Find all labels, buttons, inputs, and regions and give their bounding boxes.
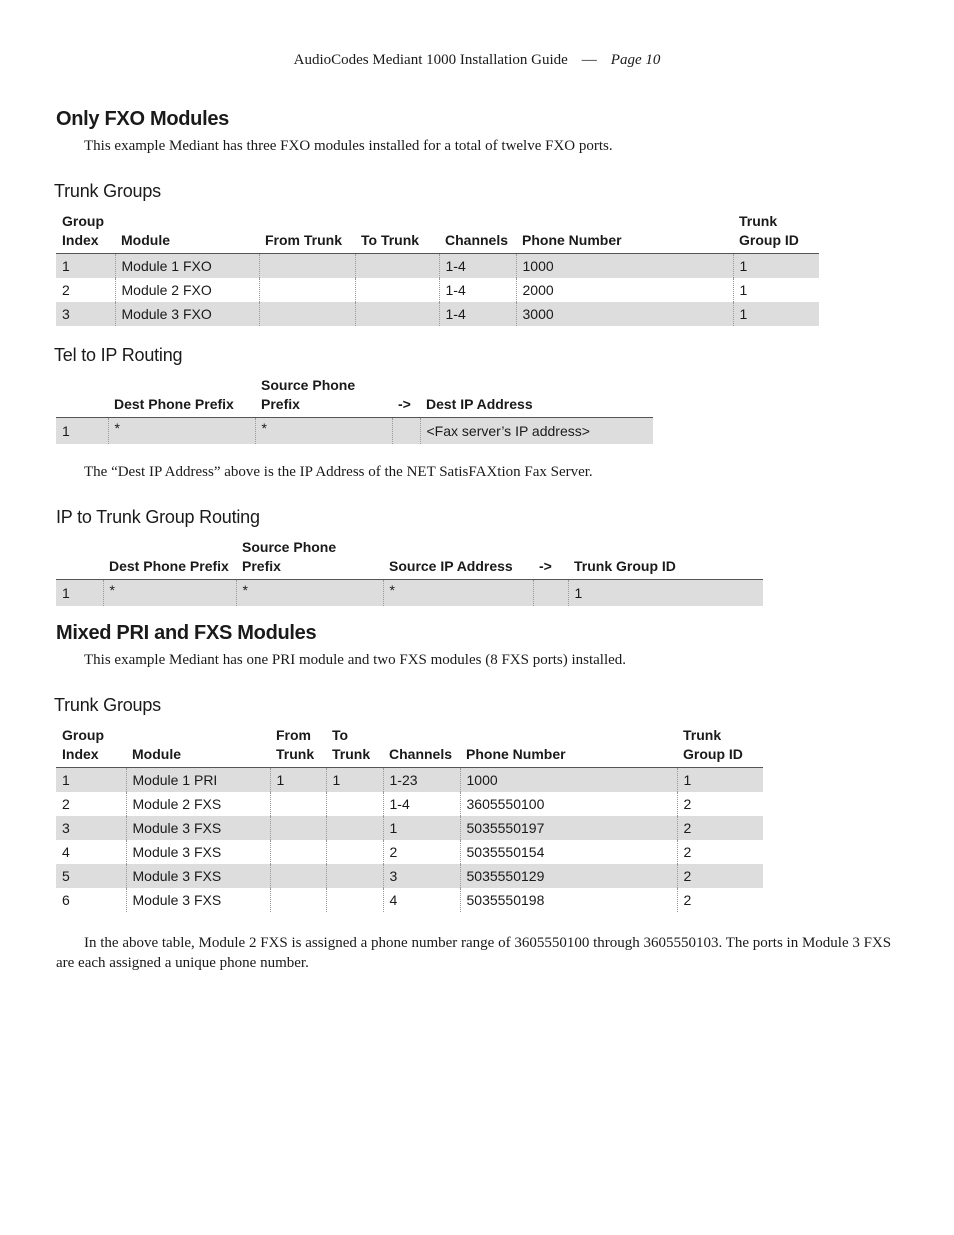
table-cell: * [103, 580, 236, 607]
table-cell: 1 [56, 418, 108, 445]
table-cell: 2 [383, 840, 460, 864]
tel-to-ip-table [56, 376, 653, 444]
table-cell: * [236, 580, 383, 607]
table-cell: Module 3 FXS [126, 888, 270, 912]
table-cell: 2 [62, 796, 70, 812]
col-channels: Channels [389, 746, 453, 762]
table-cell: 1000 [516, 254, 733, 279]
table-cell: 1 [270, 768, 326, 793]
col-group-index: Group Index [62, 213, 104, 248]
table-cell: 1-4 [439, 278, 516, 302]
table-cell: 1 [677, 768, 763, 793]
table-cell: 1 [56, 580, 103, 607]
trunk-groups-table-fxo [56, 212, 819, 326]
table-cell: 2 [677, 792, 763, 816]
table-cell [355, 278, 439, 302]
fxo-intro: This example Mediant has three FXO modules installed for a total of twelve FXO ports. [84, 138, 613, 154]
table-cell [326, 864, 383, 888]
table-cell: 5035550129 [460, 864, 677, 888]
table-cell [326, 792, 383, 816]
table-header-row [56, 726, 763, 768]
table-cell: 1 [733, 254, 819, 279]
table-cell: 2 [677, 816, 763, 840]
table-cell: * [108, 418, 255, 445]
table-cell: 3 [56, 302, 115, 326]
col-trunk-group-id: Trunk Group ID [739, 213, 799, 248]
col-to-trunk: To Trunk [361, 232, 420, 248]
table-header-row [56, 538, 763, 580]
table-cell: 1 [56, 254, 115, 279]
table-cell: 1-23 [383, 768, 460, 793]
col-to-trunk: To Trunk [332, 727, 371, 762]
section-heading-mixed: Mixed PRI and FXS Modules [56, 622, 317, 644]
table-cell [355, 254, 439, 279]
table-cell [533, 580, 568, 607]
table-row [56, 254, 819, 279]
table-cell: 1-4 [439, 254, 516, 279]
table-cell: Module 1 PRI [126, 768, 270, 793]
table-cell: 1000 [460, 768, 677, 793]
table-cell: Module 2 FXO [115, 278, 259, 302]
table-cell: 1 [733, 278, 819, 302]
table-cell: Module 1 FXO [115, 254, 259, 279]
subheading-trunk-groups-mixed: Trunk Groups [54, 695, 161, 715]
col-channels: Channels [445, 232, 509, 248]
table-cell: 1-4 [439, 302, 516, 326]
table-row [56, 768, 763, 793]
table-cell: 1 [733, 302, 819, 326]
col-arrow: -> [398, 396, 411, 412]
table-row [56, 888, 763, 912]
col-from-trunk: From Trunk [276, 727, 315, 762]
trunk-groups-table-mixed [56, 726, 763, 912]
table-cell: 2 [62, 282, 70, 298]
col-dest-phone-prefix: Dest Phone Prefix [114, 396, 234, 412]
document-title: AudioCodes Mediant 1000 Installation Guide [293, 52, 568, 68]
mixed-closing-paragraph: In the above table, Module 2 FXS is assigned a phone number range of 3605550100 through 3605550103. The ports in Module 3 FXS are each assigned a unique phone number. [56, 935, 892, 971]
table-cell [259, 254, 355, 279]
table-cell: 5035550154 [460, 840, 677, 864]
table-cell [259, 278, 355, 302]
table-cell: 3000 [516, 302, 733, 326]
table-cell: 3 [383, 864, 460, 888]
table-cell: * [383, 580, 533, 607]
table-cell: * [255, 418, 392, 445]
table-cell [326, 888, 383, 912]
table-cell: 1 [326, 768, 383, 793]
table-row [56, 840, 763, 864]
subheading-trunk-groups-fxo: Trunk Groups [54, 181, 161, 201]
subheading-ip-to-trunk: IP to Trunk Group Routing [56, 507, 260, 527]
table-row [56, 418, 653, 445]
col-from-trunk: From Trunk [265, 232, 343, 248]
col-source-phone-prefix: Source Phone Prefix [242, 539, 337, 574]
table-cell [392, 418, 420, 445]
table-cell: 3605550100 [460, 792, 677, 816]
table-cell: 5035550198 [460, 888, 677, 912]
table-cell: Module 3 FXO [115, 302, 259, 326]
table-cell: 6 [62, 892, 70, 908]
table-cell: 2 [677, 840, 763, 864]
table-cell [270, 792, 326, 816]
col-source-phone-prefix: Source Phone Prefix [261, 377, 356, 412]
table-row [56, 278, 819, 302]
table-row [56, 302, 819, 326]
col-dest-phone-prefix: Dest Phone Prefix [109, 558, 229, 574]
tel-to-ip-note: The “Dest IP Address” above is the IP Address of the NET SatisFAXtion Fax Server. [84, 464, 593, 480]
header-separator: — [581, 52, 597, 68]
col-source-ip-address: Source IP Address [389, 558, 513, 574]
table-cell [270, 888, 326, 912]
table-row [56, 864, 763, 888]
col-trunk-group-id: Trunk Group ID [683, 727, 743, 762]
table-cell: <Fax server’s IP address> [420, 418, 653, 445]
col-group-index: Group Index [62, 727, 104, 762]
table-cell: 5 [56, 864, 126, 888]
table-header-row [56, 212, 819, 254]
table-cell: Module 2 FXS [126, 792, 270, 816]
page-number: Page 10 [610, 52, 661, 68]
table-cell: 2 [677, 888, 763, 912]
table-cell: 5035550197 [460, 816, 677, 840]
table-cell [270, 864, 326, 888]
table-row [56, 792, 763, 816]
section-heading-fxo: Only FXO Modules [56, 108, 229, 130]
table-cell [326, 840, 383, 864]
col-dest-ip-address: Dest IP Address [426, 396, 533, 412]
table-cell: 2 [677, 864, 763, 888]
table-cell [355, 302, 439, 326]
col-module: Module [121, 232, 170, 248]
table-cell: Module 3 FXS [126, 816, 270, 840]
table-cell: Module 3 FXS [126, 864, 270, 888]
table-header-row [56, 376, 653, 418]
table-row [56, 580, 763, 607]
table-cell: 4 [62, 844, 70, 860]
table-cell: Module 3 FXS [126, 840, 270, 864]
col-trunk-group-id: Trunk Group ID [574, 558, 676, 574]
col-phone-number: Phone Number [466, 746, 566, 762]
col-phone-number: Phone Number [522, 232, 622, 248]
table-cell: 1-4 [383, 792, 460, 816]
table-cell: 3 [56, 816, 126, 840]
table-cell [259, 302, 355, 326]
page-header [0, 52, 954, 69]
subheading-tel-to-ip: Tel to IP Routing [54, 345, 183, 365]
table-cell: 2000 [516, 278, 733, 302]
col-module: Module [132, 746, 181, 762]
table-cell: 1 [568, 580, 763, 607]
table-row [56, 816, 763, 840]
table-cell: 4 [383, 888, 460, 912]
table-cell: 1 [383, 816, 460, 840]
col-index [56, 376, 108, 418]
ip-to-trunk-table [56, 538, 763, 606]
table-cell [270, 816, 326, 840]
table-cell [270, 840, 326, 864]
table-cell: 1 [56, 768, 126, 793]
table-cell [326, 816, 383, 840]
col-arrow: -> [539, 558, 552, 574]
col-index [56, 538, 103, 580]
mixed-intro: This example Mediant has one PRI module and two FXS modules (8 FXS ports) installed. [84, 652, 627, 668]
